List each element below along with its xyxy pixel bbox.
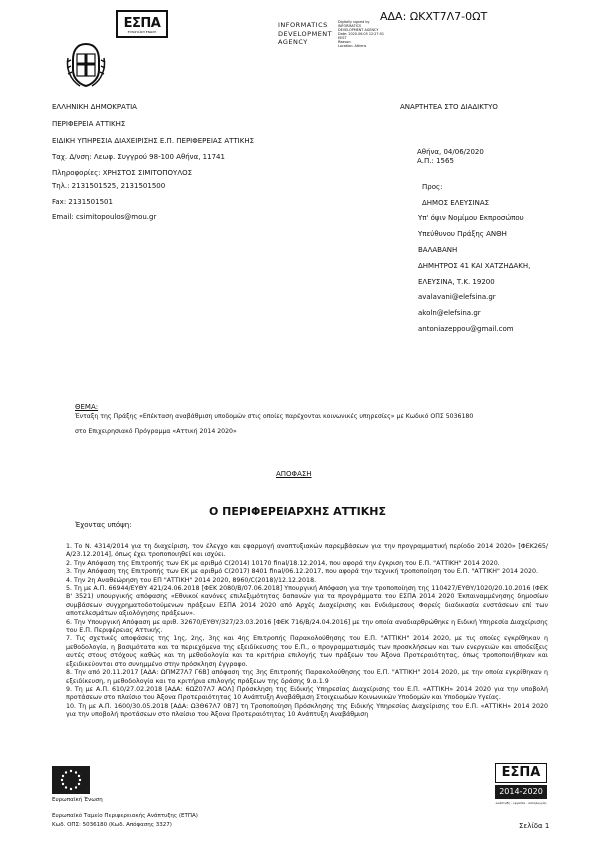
eu-flag-icon — [52, 766, 90, 794]
espa-logo-subtitle: ΕΥΡΩΠΑΪΚΗ ΕΝΩΣΗ — [127, 30, 157, 34]
recipient-line: ΒΑΛΑΒΑΝΗ — [418, 246, 458, 254]
sender-phone: Τηλ.: 2131501525, 2131501500 — [52, 182, 166, 190]
iad-line: DEVELOPMENT — [278, 29, 333, 38]
main-title: Ο ΠΕΡΙΦΕΡΕΙΑΡΧΗΣ ΑΤΤΙΚΗΣ — [208, 505, 387, 518]
sig-line: EEST — [338, 36, 347, 40]
sender-info: Πληροφορίες: ΧΡΗΣΤΟΣ ΣΙΜΙΤΟΠΟΥΛΟΣ — [52, 169, 193, 177]
sig-line: INFORMATICS — [338, 24, 362, 28]
recipient-email[interactable]: akoln@elefsina.gr — [418, 309, 481, 317]
sender-line: ΕΛΛΗΝΙΚΗ ΔΗΜΟΚΡΑΤΙΑ — [52, 103, 137, 111]
sig-line: Reason: — [338, 40, 352, 44]
list-item: 3. Την Απόφαση της Επιτροπής των ΕΚ με αριθμό C(2017) 8401 final/06.12.2017, που αφορά την τεχνική τροποποίηση του Ε.Π. "ΑΤΤΙΚΗ" 2014 2020. — [66, 568, 538, 576]
recipient-email[interactable]: antoniazeppou@gmail.com — [418, 325, 514, 333]
list-item: 4. Την 2η Αναθεώρηση του ΕΠ "ΑΤΤΙΚΗ" 2014 2020, 8960/C(2018)/12.12.2018. — [66, 576, 317, 584]
sig-line: Location: Athens — [338, 44, 367, 48]
sig-line: Digitally signed by — [338, 20, 370, 24]
subject-label: ΘΕΜΑ: — [75, 403, 99, 411]
sender-fax: Fax: 2131501501 — [52, 198, 113, 206]
espa-slogan: ανάπτυξη - εργασία - αλληλεγγύη — [495, 801, 547, 805]
subject-line: Ένταξη της Πράξης «Επέκταση αναβάθμιση υποδομών στις οποίες παρέχονται κοινωνικές υπηρεσίες» με Κωδικό ΟΠΣ 5036180 — [75, 413, 474, 420]
recipient-label: Προς: — [422, 183, 443, 191]
sig-line: Date: 2020.06.05 12:27:01 — [338, 32, 385, 36]
decision-label: ΑΠΟΦΑΣΗ — [276, 470, 312, 478]
recipient-email[interactable]: avalavani@elefsina.gr — [418, 293, 496, 301]
date-line: Αθήνα, 04/06/2020 — [417, 148, 484, 156]
subject-line: στο Επιχειρησιακό Πρόγραμμα «Αττική 2014 2020» — [75, 428, 237, 435]
recipient-line: ΔΗΜΟΣ ΕΛΕΥΣΙΝΑΣ — [422, 199, 490, 207]
iad-line: INFORMATICS — [278, 21, 328, 29]
recipient-line: ΕΛΕΥΣΙΝΑ, Τ.Κ. 19200 — [418, 278, 495, 286]
sender-address: Ταχ. Δ/νση: Λεωφ. Συγγρού 98-100 Αθήνα, 11741 — [52, 153, 225, 161]
list-item: 2. Την Απόφαση της Επιτροπής των ΕΚ με αριθμό C(2014) 10170 final/18.12.2014, που αφορά την έγκριση του Ε.Π. "ΑΤΤΙΚΗ" 2014 2020. — [66, 559, 500, 567]
sender-email[interactable]: Email: csimitopoulos@mou.gr — [52, 213, 157, 221]
recipient-line: Υπεύθυνου Πράξης ΑΝΘΗ — [418, 230, 507, 238]
ada-code: ΑΔΑ: ΩΚΧΤ7Λ7-0ΩΤ — [380, 10, 488, 23]
fund-code-line: Κωδ. ΟΠΣ: 5036180 (Κωδ. Απόφασης 3327) — [52, 822, 172, 828]
points-list — [66, 543, 548, 720]
publish-note: ΑΝΑΡΤΗΤΕΑ ΣΤΟ ΔΙΑΔΙΚΤΥΟ — [400, 103, 498, 111]
list-item: 8. Την από 20.11.2017 [ΑΔΑ: ΩΠΜΖ7Λ7 Γ6Β] απόφαση της 3ης Επιτροπής Παρακολούθησης του Ε.Π. "ΑΤΤΙΚΗ" 2014 2020, με την οποία εγκρίθηκαν η εξειδίκευση, η μεθοδολογία και τα κριτήρια επιλογής πράξεων της δράσης 9.α.1.9 — [66, 669, 548, 685]
sender-line: ΕΙΔΙΚΗ ΥΠΗΡΕΣΙΑ ΔΙΑΧΕΙΡΙΣΗΣ Ε.Π. ΠΕΡΙΦΕΡΕΙΑΣ ΑΤΤΙΚΗΣ — [52, 137, 255, 145]
list-item: 5. Τη με Α.Π. 66944/ΕΥΘΥ 421/24.06.2018 [ΦΕΚ 2080/Β/07.06.2018] Υπουργική Απόφαση για την τροποποίηση της 110427/ΕΥΘΥ/1020/20.10.2016 (ΦΕΚ Β' 3521) υπουργικής απόφασης «Εθνικοί κανόνες επιλεξιμότητας δαπανών για τα προγράμματα του ΕΣΠΑ 2014 2020 Έκπαιναμμένησης δημοσίων συμβάσεων συγχρηματοδοτούμενων πράξεων ΕΣΠΑ 2014 2020 από Αρχές Διαχείρισης και Ενδιάμεσους Φορείς διαδικασία ενστάσεων επί των αποτελεσμάτων αξιολόγησης πράξεων». — [66, 585, 548, 618]
recipient-line: ΔΗΜΗΤΡΟΣ 41 ΚΑΙ ΧΑΤΖΗΔΑΚΗ, — [418, 262, 531, 270]
fund-line: Ευρωπαϊκό Ταμείο Περιφερειακής Ανάπτυξης (ΕΤΠΑ) — [52, 813, 198, 819]
list-item: 7. Τις σχετικές αποφάσεις της 1ης, 2ης, 3ης και 4ης Επιτροπής Παρακολούθησης του Ε.Π. "ΑΤΤΙΚΗ" 2014 2020, με τις οποίες εγκρίθηκαν η μεθοδολογία, η βασιμότατα και τα περιεχόμενα της εξειδίκευσης του Ε.Π., ο προγραμματισμός των προσκλήσεων και των ενεργειών και αποδείξεις αυτές στους στόχους καθώς και τη μεθοδολογία και τα κριτήρια επιλογής των πράξεων του Άξονα Προτεραιότητας, όπως τροποποιήθηκαν και εξειδικεύονται στο συνημμένο στην πρόσκληση έγγραφο. — [66, 635, 548, 668]
recipient-line: Υπ' όψιν Νομίμου Εκπροσώπου — [418, 214, 524, 222]
protocol-number: Α.Π.: 1565 — [417, 157, 454, 165]
espa-logo-text: ΕΣΠΑ — [123, 16, 161, 31]
list-item: 1. Το Ν. 4314/2014 για τη διαχείριση, τον έλεγχο και εφαρμογή αναπτυξιακών παρεμβάσεων για την προγραμματική περίοδο 2014 2020» [ΦΕΚ265/Α/23.12.2014], όπως έχει τροποποιηθεί και ισχύει. — [66, 543, 548, 559]
greek-coat-of-arms-icon — [64, 40, 108, 90]
iad-line: AGENCY — [278, 38, 308, 46]
having-regard-label: Έχοντας υπόψη: — [75, 521, 132, 529]
espa-years: 2014-2020 — [495, 785, 547, 799]
sender-line: ΠΕΡΙΦΕΡΕΙΑ ΑΤΤΙΚΗΣ — [52, 120, 126, 128]
digital-signature-details — [338, 20, 384, 48]
list-item: 6. Την Υπουργική Απόφαση με αριθ. 32670/ΕΥΘΥ/327/23.03.2016 [ΦΕΚ 716/Β/24.04.2016] με την οποία αναδιαρθρώθηκε η Ειδική Υπηρεσία Διαχείρισης του Ε.Π. Περιφέρειας Αττικής. — [66, 618, 548, 635]
sig-line: DEVELOPMENT AGENCY — [338, 28, 379, 32]
iad-signature-label — [278, 21, 332, 47]
espa-footer-logo-text: ΕΣΠΑ — [495, 763, 547, 783]
page-number: Σελίδα 1 — [519, 822, 550, 830]
eu-label: Ευρωπαϊκή Ένωση — [52, 797, 103, 803]
espa-footer-logo — [495, 763, 547, 811]
list-item: 10. Τη με Α.Π. 1600/30.05.2018 [ΑΔΑ: Ω3Θ67Λ7 0Β7] τη Τροποποίηση Πρόσκλησης της Ειδικής Υπηρεσίας Διαχείρισης του Ε.Π. «ΑΤΤΙΚΗ» 2014 2020 για την υποβολή προτάσεων στο πλαίσιο του Άξονα Προτεραιότητας 10 Ανάπτυξη Αναβάθμιση — [66, 702, 548, 719]
espa-header-logo — [116, 10, 168, 38]
list-item: 9. Τη με Α.Π. 610/27.02.2018 [ΑΔΑ: 6ΩΖ07Λ7 ΑΟΛ] Πρόσκληση της Ειδικής Υπηρεσίας Διαχείρισης του Ε.Π. «ΑΤΤΙΚΗ» 2014 2020 για την υποβολή προτάσεων στο πλαίσιο του Άξονα Προτεραιότητας 10 Ανάπτυξη Αναβάθμιση Στοιχειωδων Κοινωνικών Υποδομών και Υποδομών Υγείας. — [66, 685, 548, 702]
